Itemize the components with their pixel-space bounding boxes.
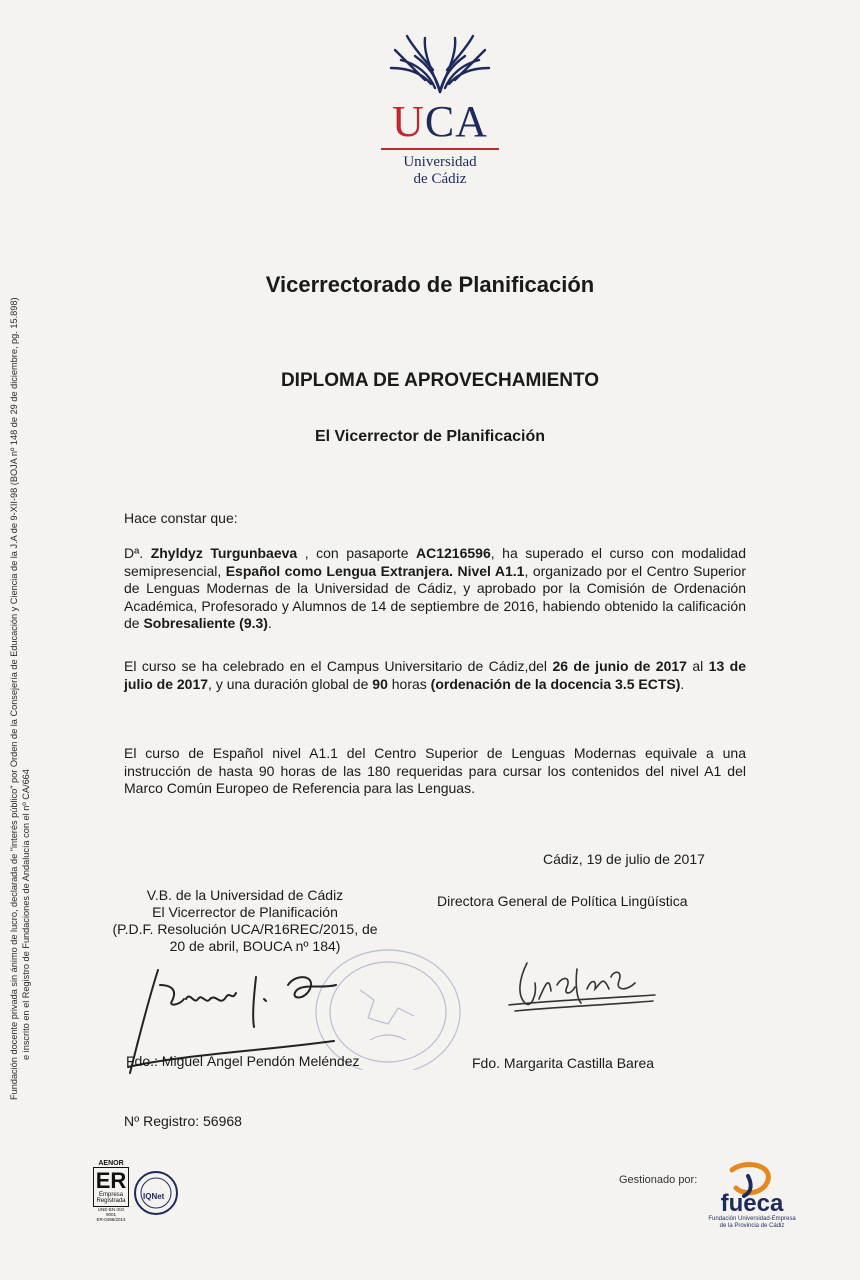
uca-wordmark: [360, 97, 520, 146]
place-date: Cádiz, 19 de julio de 2017: [543, 851, 705, 867]
fueca-wordmark: fueca: [720, 1190, 784, 1217]
aenor-sub1: Empresa: [98, 1192, 123, 1198]
aenor-er-mark: ER: [95, 1168, 127, 1193]
aenor-standard: UNE-EN ISO 9001: [97, 1207, 125, 1217]
p1-text-1: Dª.: [124, 545, 151, 561]
left-signatory-line4: 20 de abril, BOUCA nº 184): [169, 938, 341, 954]
office-heading: Vicerrectorado de Planificación: [265, 272, 595, 297]
logo-subtitle-2: de Cádiz: [413, 171, 467, 187]
right-signatory-name: Fdo. Margarita Castilla Barea: [472, 1055, 655, 1071]
p2-text-1: El curso se ha celebrado en el Campus Universitario de Cádiz,del: [124, 658, 553, 674]
diploma-title: DIPLOMA DE APROVECHAMIENTO: [280, 370, 600, 391]
left-signatory-line2: El Vicerrector de Planificación: [152, 904, 338, 920]
start-date: 26 de junio de 2017: [552, 658, 687, 674]
course-dates-paragraph: [124, 658, 746, 693]
fueca-tagline-1: Fundación Universidad-Empresa: [708, 1216, 796, 1222]
aenor-certification-badge: [93, 1160, 129, 1222]
course-name: Español como Lengua Extranjera. Nivel A1.1: [225, 562, 525, 579]
p1-text-3: , ha superado el curso con modalidad semipresencial,: [124, 545, 746, 579]
aenor-box: [93, 1167, 129, 1207]
ects-note: (ordenación de la docencia 3.5 ECTS): [430, 675, 681, 692]
certification-paragraph: [124, 545, 746, 633]
logo-subtitle-1: Universidad: [403, 154, 477, 170]
right-signature-icon: [505, 955, 660, 1020]
equivalence-paragraph: El curso de Español nivel A1.1 del Centro Superior de Lenguas Modernas equivale a una instrucción de hasta 90 horas de las 180 requeridas para cursar los contenidos del nivel A1 del Marco Común Europeo de Referencia para las Lenguas.: [124, 745, 746, 796]
course-hours: 90: [372, 675, 388, 692]
uca-wheat-emblem-icon: [385, 30, 495, 96]
student-name: Zhyldyz Turgunbaeva: [150, 545, 298, 561]
grade: Sobresaliente (9.3): [143, 615, 268, 631]
p1-text-5: .: [267, 615, 272, 631]
left-signatory-name: Fdo.: Miguel Ángel Pendón Meléndez: [126, 1053, 360, 1069]
p1-text-2: , con pasaporte: [297, 545, 417, 561]
fueca-swirl-icon: [722, 1162, 782, 1198]
aenor-number: ER-0496/2014: [96, 1217, 126, 1222]
managed-by-label: Gestionado por:: [619, 1174, 698, 1186]
p1-text-4: , organizado por el Centro Superior de Lenguas Modernas de la Universidad de Cádiz, y aprobado por la Comisión de Ordenación Académica, Profesorado y Alumnos de 14 de septiembre de 2016, habiendo obtenido la calificación de: [124, 562, 746, 631]
p2-text-4: horas: [387, 675, 431, 692]
left-signatory-line3: (P.D.F. Resolución UCA/R16REC/2015, de: [112, 921, 378, 937]
side-legal-note-line1: Fundación docente privada sin ánimo de lucro, declarada de "interés público" por Orden de la Consejería de Educación y Ciencia de la J.A de 9-XII-98 (BOJA nº 148 de 29 de diciembre, pg. 15.898): [9, 297, 19, 1100]
uca-logo: [360, 30, 520, 205]
intro-text: Hace constar que:: [124, 510, 238, 526]
aenor-sub2: Registrada: [96, 1198, 126, 1204]
p2-text-2: al: [686, 658, 709, 674]
passport-number: AC1216596: [416, 545, 491, 561]
fueca-logo: [700, 1162, 804, 1230]
side-legal-note: [8, 180, 32, 1100]
fueca-tagline-2: de la Provincia de Cádiz: [719, 1223, 785, 1229]
iqnet-label: IQNet: [143, 1192, 165, 1201]
aenor-label: AENOR: [98, 1160, 124, 1167]
uca-wordmark-u: U: [392, 97, 425, 146]
right-signatory-title: Directora General de Política Lingüística: [437, 893, 688, 909]
uca-wordmark-ca: CA: [424, 97, 488, 146]
logo-divider: [381, 148, 499, 150]
p2-text-5: .: [680, 675, 685, 692]
end-date: 13 de julio de 2017: [124, 658, 746, 692]
p2-text-3: , y una duración global de: [208, 675, 373, 692]
side-legal-note-line2: e inscrito en el Registro de Fundaciones de Andalucía con el nº CA/664: [21, 769, 31, 1060]
left-signatory-line1: V.B. de la Universidad de Cádiz: [146, 887, 344, 903]
issuer-heading: El Vicerrector de Planificación: [314, 428, 546, 445]
registration-number: Nº Registro: 56968: [124, 1113, 242, 1129]
